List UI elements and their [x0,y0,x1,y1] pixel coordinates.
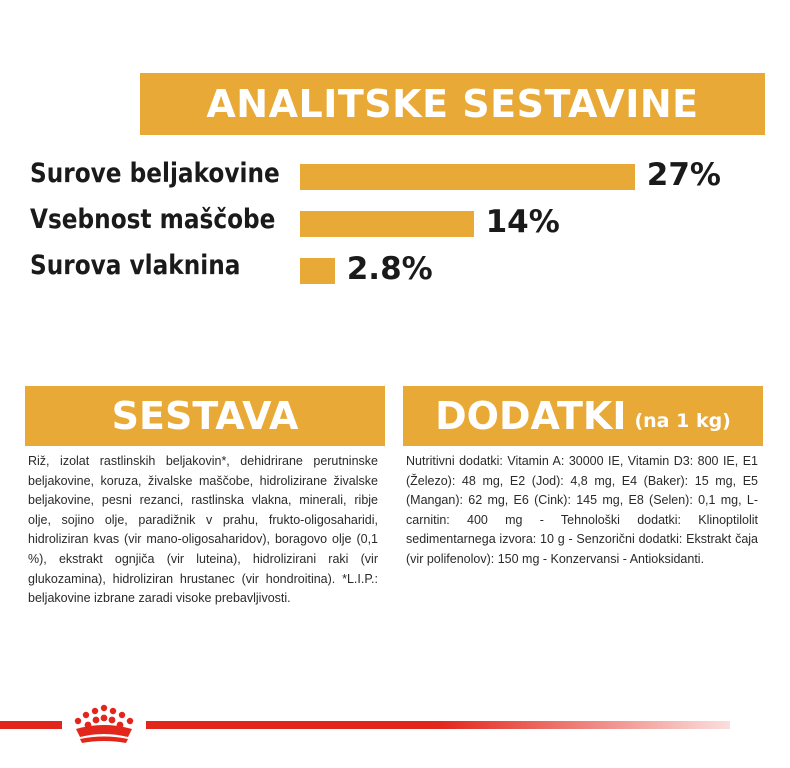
analytic-value-fat: 14% [485,204,560,240]
additives-title: DODATKI [435,394,627,438]
composition-text: Riž, izolat rastlinskih beljakovin*, dehidrirane perutninske beljakovine, koruza, živalske maščobe, hidrolizirane živalske beljakovine, pesni rezanci, rastlinska vlakna, minerali, ribje olje, sojino olje, paradižnik v prahu, frukto-oligosaharidi, hidroliziran kvas (vir mano-oligosaharidov), boragovo olje (0,1 %), ekstrakt ognjiča (vir luteina), hidrolizirani raki (vir glukozamina), hidroliziran hrustanec (vir hondroitina). *L.I.P.: beljakovine izbrane zaradi visoke prebavljivosti. [28,454,378,606]
additives-subtitle: (na 1 kg) [634,410,731,432]
analytic-row-label-fat: Vsebnost maščobe [30,204,276,235]
analytic-value-fibre: 2.8% [346,251,433,287]
composition-title-banner [25,386,385,446]
analytic-title: ANALITSKE SESTAVINE [206,82,699,126]
analytic-title-banner [140,73,765,135]
additives-text: Nutritivni dodatki: Vitamin A: 30000 IE, Vitamin D3: 800 IE, E1 (Železo): 48 mg, E2 (Jod): 4,8 mg, E4 (Baker): 15 mg, E5 (Mangan): 62 mg, E6 (Cink): 145 mg, E8 (Selen): 0,1 mg, L-carnitin: 400 mg - Tehnološki dodatki: Klinoptilolit sedimentarnega izvora: 10 g - Senzorični dodatki: Ekstrakt čaja (vir polifenolov): 150 mg - Konzervansi - Antioksidanti. [406,454,758,566]
analytic-bar-fat [300,211,474,237]
analytic-bar-protein [300,164,635,190]
additives-title-banner [403,386,763,446]
composition-title: SESTAVA [111,394,299,438]
analytic-row-label-fibre: Surova vlaknina [30,250,241,281]
royal-crown-icon [66,703,142,745]
analytic-value-protein: 27% [646,157,721,193]
analytic-bar-fibre [300,258,335,284]
analytic-row-label-protein: Surove beljakovine [30,158,280,189]
